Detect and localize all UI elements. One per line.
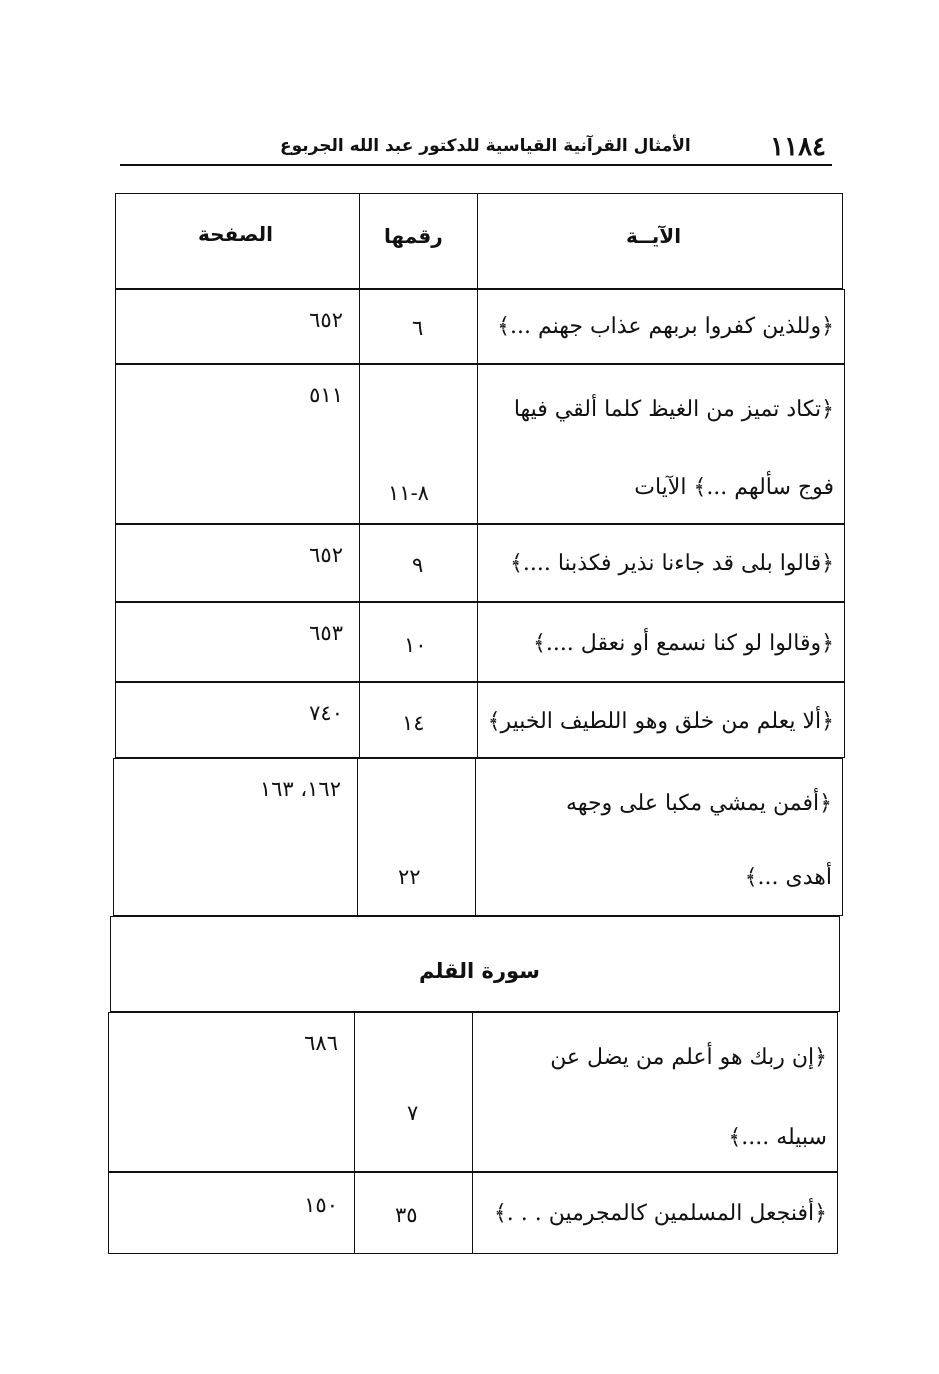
number-cell [359, 603, 477, 681]
verse-column-header [477, 194, 842, 288]
number-cell [359, 365, 477, 523]
page-number: ١١٨٤ [770, 132, 826, 162]
verse-text-line1: ﴿أفمن يمشي مكبا على وجهه [566, 791, 832, 816]
page-reference: ١٦٢، ١٦٣ [259, 777, 341, 801]
verse-text-line2: فوج سألهم ...﴾ الآيات [634, 475, 834, 500]
verse-number: ٨-١١ [388, 481, 429, 505]
number-header-label: رقمها [384, 224, 443, 248]
verse-cell [477, 525, 844, 601]
verse-text: ﴿أفنجعل المسلمين كالمجرمين . . .﴾ [493, 1201, 827, 1226]
page-cell [109, 1173, 354, 1253]
page-reference: ٦٥٢ [309, 308, 343, 332]
verse-text-line2: سبيله ....﴾ [728, 1125, 827, 1150]
page-cell [116, 365, 359, 523]
table-row [113, 758, 843, 916]
number-cell [354, 1173, 472, 1253]
verse-cell [472, 1173, 837, 1253]
table-row [115, 364, 845, 524]
verse-number: ١٠ [404, 633, 427, 657]
verse-cell [477, 290, 844, 363]
page-reference: ٦٥٣ [309, 621, 343, 645]
page-reference: ٦٨٦ [304, 1031, 338, 1055]
surah-title: سورة القلم [419, 959, 540, 983]
number-cell [357, 759, 475, 915]
page-cell [116, 603, 359, 681]
page-header-label: الصفحة [198, 222, 274, 246]
table-row [115, 602, 845, 682]
verse-number: ١٤ [402, 711, 425, 735]
number-cell [359, 525, 477, 601]
table-header-row [115, 193, 843, 289]
verse-text-line2: أهدى ...﴾ [744, 865, 832, 890]
verse-cell [477, 603, 844, 681]
page-cell [114, 759, 357, 915]
verse-text: ﴿ألا يعلم من خلق وهو اللطيف الخبير﴾ [487, 709, 834, 734]
page-reference: ٧٤٠ [309, 701, 343, 725]
verse-number: ٩ [412, 553, 424, 577]
page-header [120, 130, 832, 166]
verse-text: ﴿وقالوا لو كنا نسمع أو نعقل ....﴾ [532, 631, 834, 656]
verse-text: ﴿وللذين كفروا بربهم عذاب جهنم ...﴾ [497, 314, 834, 339]
number-cell [354, 1013, 472, 1171]
verse-number: ٧ [407, 1101, 419, 1125]
verse-cell [472, 1013, 837, 1171]
page-cell [116, 290, 359, 363]
page-cell [116, 683, 359, 757]
verse-cell [475, 759, 842, 915]
verse-number: ٦ [412, 316, 424, 340]
verse-text-line1: ﴿تكاد تميز من الغيظ كلما ألقي فيها [513, 397, 834, 422]
table-row [115, 682, 845, 758]
table-row [115, 524, 845, 602]
verse-number: ٢٢ [398, 865, 421, 889]
verse-text: ﴿قالوا بلى قد جاءنا نذير فكذبنا ....﴾ [509, 551, 834, 576]
verse-cell [477, 365, 844, 523]
number-cell [359, 683, 477, 757]
verse-cell [477, 683, 844, 757]
table-row [108, 1012, 838, 1172]
page-reference: ٦٥٢ [309, 543, 343, 567]
page-cell [116, 525, 359, 601]
number-column-header [359, 194, 477, 288]
verse-number: ٣٥ [395, 1203, 418, 1227]
table-row [115, 289, 845, 364]
verse-text-line1: ﴿إن ربك هو أعلم من يضل عن [550, 1045, 827, 1070]
verse-header-label: الآيــة [626, 224, 682, 248]
page-reference: ٥١١ [309, 383, 343, 407]
page-reference: ١٥٠ [304, 1193, 338, 1217]
page-cell [109, 1013, 354, 1171]
page-column-header [116, 194, 359, 288]
running-title: الأمثال القرآنية القياسية للدكتور عبد الله الجربوع [280, 136, 691, 156]
surah-section-row [110, 916, 840, 1012]
number-cell [359, 290, 477, 363]
table-row [108, 1172, 838, 1254]
